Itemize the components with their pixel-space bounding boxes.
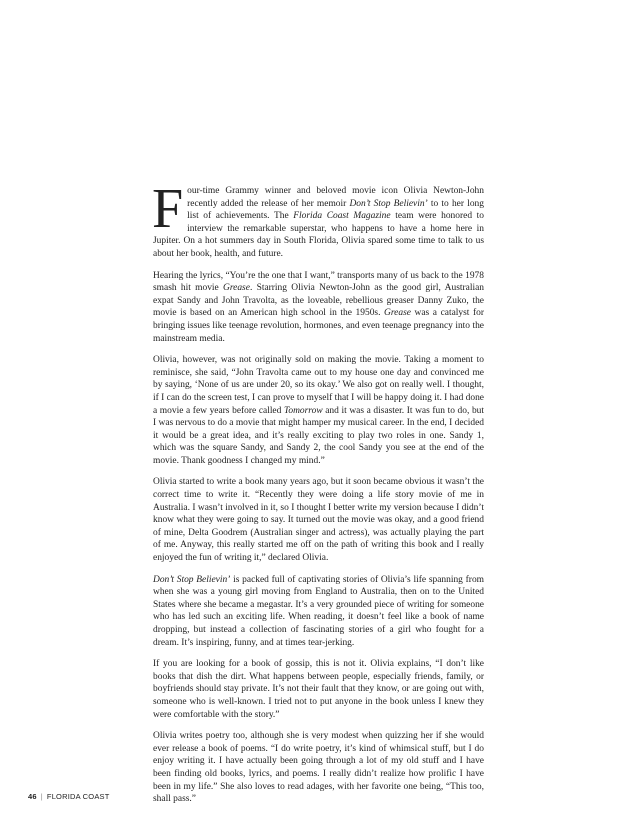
text-run: team were honored to interview the remarkable superstar, who happens to have a home here in Jupiter. On a hot summers day in South Florida, Olivia spared some time to talk to us about her book, health, and future. xyxy=(153,211,484,259)
page-footer xyxy=(28,792,110,801)
paragraph-grease xyxy=(153,270,484,346)
drop-cap: F xyxy=(152,178,184,240)
text-run: . Starring Olivia Newton-John as the good girl, Australian expat Sandy and John Travolta, as the loveable, rebellious greaser Danny Zuko, the movie is based on an American high school in the 1950s. xyxy=(153,283,484,319)
article-body xyxy=(152,178,485,815)
text-run: was a catalyst for bringing issues like teenage revolution, hormones, and even teenage pregnancy into the mainstream media. xyxy=(153,308,484,344)
paragraph-intro xyxy=(152,178,484,261)
book-title: Don’t Stop Believin’ xyxy=(153,574,231,585)
page-number: 46 xyxy=(28,792,37,801)
movie-title: Grease xyxy=(223,283,250,294)
book-title: Don’t Stop Believin’ xyxy=(349,198,428,209)
text-run: to to her long list of achievements. The xyxy=(187,198,484,222)
movie-title: Tomorrow xyxy=(283,405,323,416)
paragraph-reminisce xyxy=(153,354,484,467)
paragraph-book-description xyxy=(153,574,484,650)
text-run: and it was a disaster. It was fun to do, but I was nervous to do a movie that might hamper my musical career. In the end, I decided it would be a great idea, and it’s really exciting to play two roles in one. Sandy 1, which was the square Sandy, and Sandy 2, the cool Sandy you see at the end of the movie. Thank goodness I changed my mind.” xyxy=(153,405,485,466)
footer-separator: | xyxy=(40,792,43,801)
paragraph-book-origin: Olivia started to write a book many years ago, but it soon became obvious it wasn’t the correct time to write it. “Recently they were doing a life story movie of me in Australia. I wasn’t involved in it, so I thought I better write my version because I didn’t know what they were going to say. It turned out the movie was okay, and a good friend of mine, Delta Goodrem (Australian singer and actress), was actually playing the part of me. Anyway, this really started me off on the path of writing this book and I really enjoyed the fun of writing it,” declared Olivia. xyxy=(153,477,484,564)
magazine-title: Florida Coast Magazine xyxy=(293,211,391,222)
movie-title: Grease xyxy=(384,308,411,319)
text-run: is packed full of captivating stories of Olivia’s life spanning from when she was a young girl moving from England to Australia, then on to the United States where she became a megastar. It’s a very grounded piece of writing for someone who has led such an exciting life. When reading, it doesn’t feel like a book of name dropping, but instead a collection of fascinating stories of a girl who fought for a dream. It’s inspiring, funny, and at times tear-jerking. xyxy=(153,574,485,648)
text-run: Hearing the lyrics, “You’re the one that I want,” transports many of us back to the 1978 smash hit movie xyxy=(153,270,484,294)
publication-name: FLORIDA COAST xyxy=(46,792,110,801)
text-run: Olivia, however, was not originally sold on making the movie. Taking a moment to reminisce, she said, “John Travolta came out to my house one day and convinced me by saying, ‘None of us are under 20, so its okay.’ We also got on really well. I thought, if I can do the screen test, I can prove to myself that I will be happy doing it. I had done a movie a few years before called xyxy=(153,355,484,416)
paragraph-poetry: Olivia writes poetry too, although she is very modest when quizzing her if she would ever release a book of poems. “I do write poetry, it’s kind of whimsical stuff, but I do enjoy writing it. I have actually been going through a lot of my old stuff and I have been finding old books, lyrics, and poems. I really didn’t realize how prolific I have been in my life.” She also loves to read adages, with her favorite one being, “This too, shall pass.” xyxy=(153,731,484,805)
paragraph-gossip: If you are looking for a book of gossip, this is not it. Olivia explains, “I don’t like books that dish the dirt. What happens between people, especially friends, family, or boyfriends should stay private. It’s not their fault that they know, or are going out with, someone who is well-known. I tried not to put anyone in the book unless I knew they were comfortable with the story.” xyxy=(153,659,484,720)
text-run: our-time Grammy winner and beloved movie icon Olivia Newton-John recently added the release of her memoir xyxy=(187,186,484,209)
